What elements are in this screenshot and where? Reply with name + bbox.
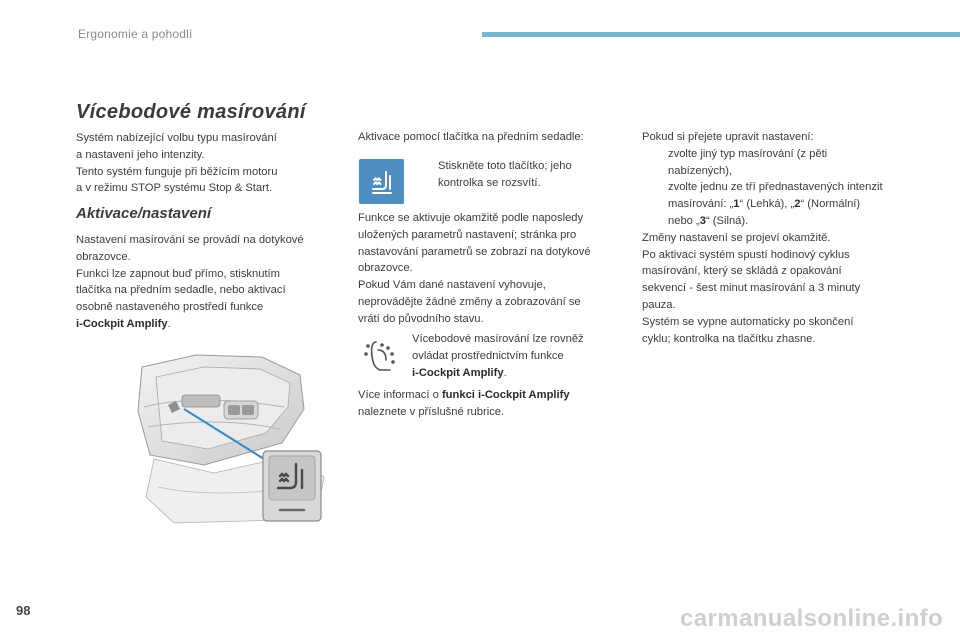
text-part: “ (Silná). <box>705 214 749 227</box>
massage-button-callout <box>262 450 322 522</box>
reference-link-text: funkci i-Cockpit Amplify <box>441 389 570 401</box>
intro-line: a v režimu STOP systému Stop & Start. <box>76 182 273 195</box>
press-button-instruction <box>412 158 612 192</box>
note-line <box>412 365 632 382</box>
section-label: Ergonomie a pohodlí <box>78 27 193 41</box>
i-cockpit-amplify-icon <box>362 336 400 376</box>
list-item <box>412 158 612 192</box>
body-line: osobně nastaveného prostředí funkce <box>76 301 264 314</box>
bullet-text <box>668 213 922 230</box>
page-number: 98 <box>16 603 31 618</box>
text-part: “ (Lehká), „ <box>739 198 795 211</box>
bullet-text: kontrolka se rozsvítí. <box>438 176 541 189</box>
more-info-reference <box>358 387 628 421</box>
reference-line: naleznete v příslušné rubrice. <box>358 405 505 418</box>
note-line: ovládat prostřednictvím funkce <box>412 349 564 362</box>
seat-massage-icon <box>367 167 397 197</box>
body-line: neprovádějte žádné změny a zobrazování se <box>358 295 581 308</box>
intensity-level: 3 <box>699 214 706 227</box>
body-line: Systém se vypne automaticky po skončení <box>642 315 854 328</box>
section-intro: Pokud si přejete upravit nastavení: <box>642 131 814 143</box>
body-line <box>76 316 338 333</box>
intensity-level: 2 <box>794 198 801 211</box>
bullet-text: zvolte jednu ze tří přednastavených intenzit <box>668 181 883 194</box>
text-part: “ (Normální) <box>800 198 861 211</box>
watermark: carmanualsonline.info <box>680 605 944 632</box>
intro-line: Tento systém funguje při běžícím motoru <box>76 165 278 178</box>
button-activation-heading: Aktivace pomocí tlačítka na předním sedadle: <box>358 131 584 143</box>
intro-line: Systém nabízející volbu typu masírování <box>76 132 277 144</box>
amplify-note <box>412 331 632 381</box>
body-line: vrátí do původního stavu. <box>358 312 484 325</box>
body-line: obrazovce. <box>76 250 131 263</box>
body-line: Funkce se aktivuje okamžitě podle naposledy <box>358 212 584 224</box>
body-line: uložených parametrů nastavení; stránka pro <box>358 228 577 241</box>
reference-line <box>358 387 628 404</box>
body-line: Změny nastavení se projeví okamžitě. <box>642 231 831 244</box>
intro-line: a nastavení jeho intenzity. <box>76 148 205 161</box>
note-line: Vícebodové masírování lze rovněž <box>412 333 584 345</box>
bold-term: i-Cockpit Amplify <box>76 317 168 330</box>
intro-paragraph <box>76 130 338 197</box>
bold-term: i-Cockpit Amplify <box>412 366 504 379</box>
bullet-text: zvolte jiný typ masírování (z pěti <box>668 147 828 160</box>
activation-paragraph <box>76 232 338 333</box>
text-part: masírování: „ <box>668 198 734 211</box>
body-line: sekvencí - šest minut masírování a 3 minuty <box>642 282 861 295</box>
body-line: obrazovce. <box>358 262 413 275</box>
header-accent-bar <box>482 32 960 37</box>
list-item <box>642 179 922 229</box>
subheading: Aktivace/nastavení <box>76 205 212 222</box>
punctuation: . <box>503 366 507 379</box>
body-line: Pokud Vám dané nastavení vyhovuje, <box>358 279 546 292</box>
body-line: pauza. <box>642 298 676 311</box>
page-title: Vícebodové masírování <box>76 101 306 123</box>
body-line: nastavování parametrů se zobrazí na dotykové <box>358 245 591 258</box>
reference-text: Více informací o <box>358 389 442 401</box>
list-item <box>642 146 922 180</box>
body-line: tlačítka na předním sedadle, nebo aktivací <box>76 284 286 297</box>
adjust-settings-section <box>642 129 922 347</box>
body-line: masírování, který se skládá z opakování <box>642 265 842 278</box>
text-part: nebo „ <box>668 214 700 227</box>
bullet-text <box>668 196 922 213</box>
intensity-level: 1 <box>733 198 740 211</box>
body-line: Po aktivaci systém spustí hodinový cyklus <box>642 248 850 261</box>
bullet-text: nabízených), <box>668 164 733 177</box>
body-line: Nastavení masírování se provádí na dotykové <box>76 234 304 246</box>
activation-details <box>358 210 628 328</box>
punctuation: . <box>167 317 171 330</box>
bullet-text: Stiskněte toto tlačítko; jeho <box>438 160 572 172</box>
seat-massage-button-icon <box>359 159 404 204</box>
body-line: Funkci lze zapnout buď přímo, stisknutím <box>76 267 280 280</box>
body-line: cyklu; kontrolka na tlačítku zhasne. <box>642 332 816 345</box>
